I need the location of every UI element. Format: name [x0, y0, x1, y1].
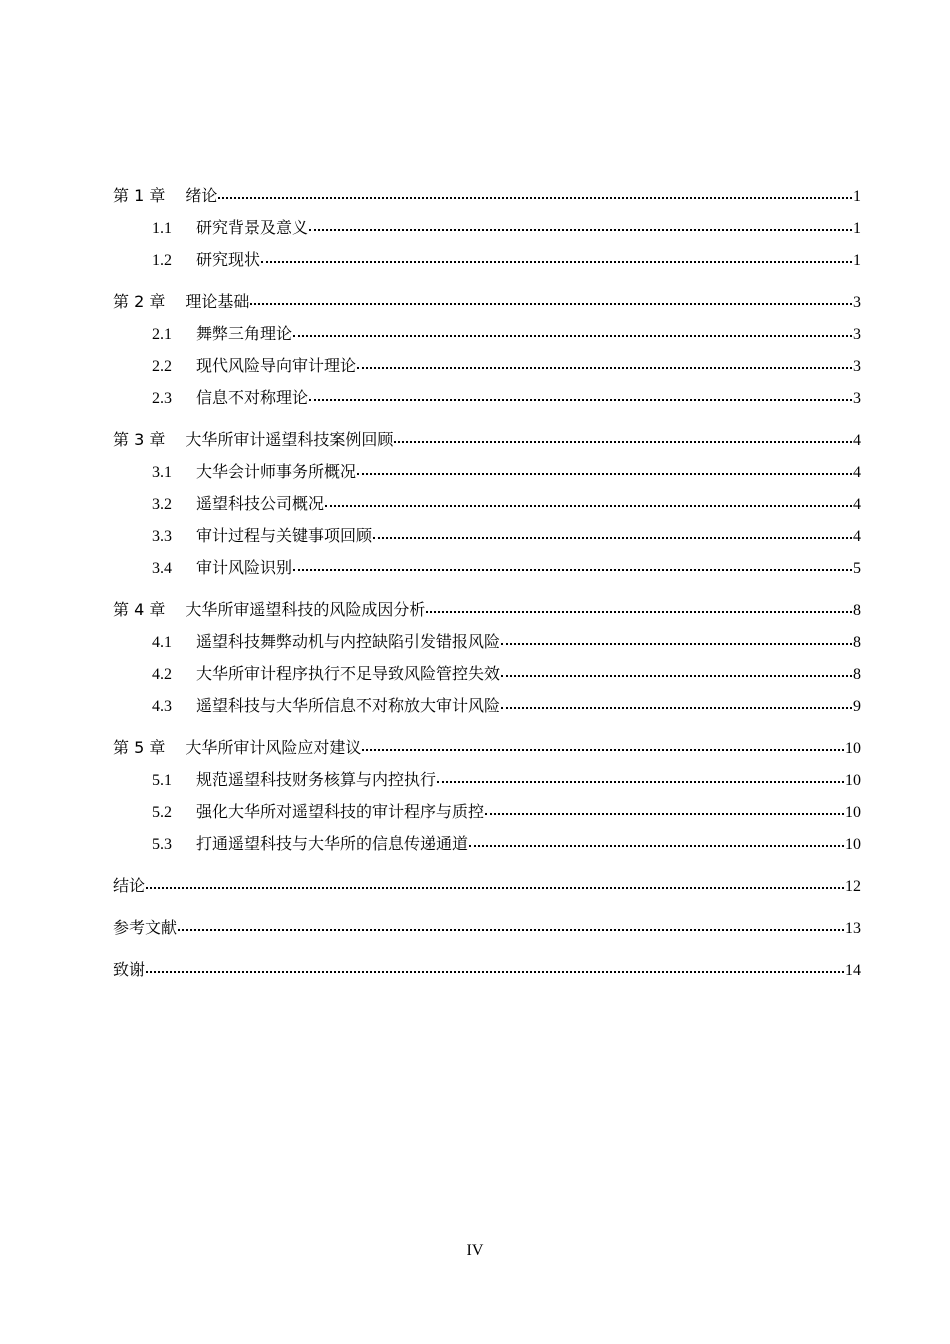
toc-entry-title: 信息不对称理论 [196, 388, 309, 407]
toc-entry-number: 4.3 [152, 698, 172, 715]
toc-dot-leader [437, 769, 844, 785]
toc-section-entry[interactable] [113, 244, 861, 276]
toc-entry-title: 大华会计师事务所概况 [196, 462, 357, 481]
toc-entry-title: 大华所审计遥望科技案例回顾 [185, 430, 394, 449]
toc-entry-page-number: 8 [853, 666, 861, 683]
toc-dot-leader [469, 833, 844, 849]
toc-entry-page-number: 13 [845, 920, 861, 937]
toc-entry-page-number: 4 [853, 464, 861, 481]
toc-entry-number: 5.2 [152, 804, 172, 821]
toc-section-entry[interactable] [113, 382, 861, 414]
toc-entry-title: 遥望科技公司概况 [196, 494, 325, 513]
toc-entry-page-number: 4 [853, 432, 861, 449]
toc-dot-leader [357, 461, 852, 477]
toc-entry-title: 审计过程与关键事项回顾 [196, 526, 373, 545]
toc-dot-leader [250, 291, 852, 307]
toc-dot-leader [501, 631, 852, 647]
toc-section-entry[interactable] [113, 456, 861, 488]
toc-dot-leader [178, 917, 844, 933]
toc-entry-title: 强化大华所对遥望科技的审计程序与质控 [196, 802, 485, 821]
toc-entry-page-number: 10 [845, 836, 861, 853]
toc-entry-number: 1.1 [152, 220, 172, 237]
toc-entry-page-number: 10 [845, 804, 861, 821]
toc-chapter-entry[interactable] [113, 180, 861, 212]
toc-entry-page-number: 3 [853, 358, 861, 375]
toc-entry-title: 致谢 [113, 960, 146, 979]
toc-entry-number: 3.2 [152, 496, 172, 513]
toc-entry-number: 2.2 [152, 358, 172, 375]
toc-section-entry[interactable] [113, 690, 861, 722]
toc-section-entry[interactable] [113, 520, 861, 552]
toc-entry-title: 规范遥望科技财务核算与内控执行 [196, 770, 437, 789]
toc-entry-page-number: 1 [853, 252, 861, 269]
toc-entry-number: 4.2 [152, 666, 172, 683]
toc-section-entry[interactable] [113, 552, 861, 584]
toc-entry-title: 大华所审计程序执行不足导致风险管控失效 [196, 664, 501, 683]
toc-dot-leader [293, 323, 852, 339]
toc-chapter-entry[interactable] [113, 912, 861, 944]
toc-dot-leader [293, 557, 852, 573]
toc-entry-page-number: 8 [853, 634, 861, 651]
toc-entry-number: 第 3 章 [113, 430, 166, 449]
toc-entry-title: 理论基础 [185, 292, 250, 311]
toc-chapter-entry[interactable] [113, 732, 861, 764]
toc-entry-page-number: 10 [845, 772, 861, 789]
toc-entry-title: 结论 [113, 876, 146, 895]
toc-chapter-entry[interactable] [113, 954, 861, 986]
toc-section-entry[interactable] [113, 488, 861, 520]
toc-dot-leader [357, 355, 852, 371]
toc-entry-page-number: 9 [853, 698, 861, 715]
toc-entry-page-number: 12 [845, 878, 861, 895]
toc-entry-title: 打通遥望科技与大华所的信息传递通道 [196, 834, 469, 853]
toc-entry-number: 第 5 章 [113, 738, 166, 757]
toc-entry-page-number: 1 [853, 220, 861, 237]
toc-dot-leader [218, 185, 852, 201]
toc-entry-number: 4.1 [152, 634, 172, 651]
table-of-contents [113, 180, 861, 986]
toc-entry-number: 2.1 [152, 326, 172, 343]
toc-entry-title: 审计风险识别 [196, 558, 293, 577]
toc-dot-leader [309, 387, 852, 403]
toc-entry-title: 遥望科技舞弊动机与内控缺陷引发错报风险 [196, 632, 501, 651]
toc-dot-leader [362, 737, 844, 753]
toc-entry-page-number: 8 [853, 602, 861, 619]
toc-entry-number: 3.3 [152, 528, 172, 545]
toc-section-entry[interactable] [113, 764, 861, 796]
toc-entry-number: 第 2 章 [113, 292, 166, 311]
toc-entry-title: 遥望科技与大华所信息不对称放大审计风险 [196, 696, 501, 715]
toc-entry-number: 第 4 章 [113, 600, 166, 619]
toc-entry-number: 2.3 [152, 390, 172, 407]
toc-entry-page-number: 3 [853, 294, 861, 311]
toc-entry-title: 大华所审遥望科技的风险成因分析 [185, 600, 426, 619]
toc-entry-title: 绪论 [185, 186, 218, 205]
toc-entry-number: 5.1 [152, 772, 172, 789]
toc-chapter-entry[interactable] [113, 594, 861, 626]
toc-entry-title: 研究现状 [196, 250, 261, 269]
toc-dot-leader [309, 217, 852, 233]
toc-section-entry[interactable] [113, 626, 861, 658]
toc-entry-number: 3.4 [152, 560, 172, 577]
toc-dot-leader [261, 249, 852, 265]
toc-entry-page-number: 3 [853, 390, 861, 407]
toc-entry-page-number: 14 [845, 962, 861, 979]
toc-entry-number: 5.3 [152, 836, 172, 853]
toc-section-entry[interactable] [113, 796, 861, 828]
toc-chapter-entry[interactable] [113, 870, 861, 902]
toc-dot-leader [501, 695, 852, 711]
toc-dot-leader [325, 493, 852, 509]
toc-entry-title: 现代风险导向审计理论 [196, 356, 357, 375]
toc-entry-title: 舞弊三角理论 [196, 324, 293, 343]
toc-dot-leader [501, 663, 852, 679]
toc-entry-page-number: 4 [853, 496, 861, 513]
toc-dot-leader [426, 599, 852, 615]
toc-section-entry[interactable] [113, 350, 861, 382]
toc-entry-number: 第 1 章 [113, 186, 166, 205]
toc-chapter-entry[interactable] [113, 424, 861, 456]
toc-entry-title: 研究背景及意义 [196, 218, 309, 237]
page-number-footer: IV [466, 1242, 484, 1259]
toc-entry-number: 1.2 [152, 252, 172, 269]
toc-section-entry[interactable] [113, 212, 861, 244]
toc-entry-page-number: 1 [853, 188, 861, 205]
toc-dot-leader [485, 801, 844, 817]
toc-entry-number: 3.1 [152, 464, 172, 481]
toc-dot-leader [146, 959, 844, 975]
toc-chapter-entry[interactable] [113, 286, 861, 318]
toc-entry-page-number: 5 [853, 560, 861, 577]
toc-section-entry[interactable] [113, 828, 861, 860]
toc-entry-title: 大华所审计风险应对建议 [185, 738, 362, 757]
toc-dot-leader [373, 525, 852, 541]
toc-section-entry[interactable] [113, 658, 861, 690]
toc-section-entry[interactable] [113, 318, 861, 350]
toc-entry-title: 参考文献 [113, 918, 178, 937]
toc-entry-page-number: 3 [853, 326, 861, 343]
toc-entry-page-number: 10 [845, 740, 861, 757]
toc-dot-leader [394, 429, 852, 445]
toc-entry-page-number: 4 [853, 528, 861, 545]
toc-dot-leader [146, 875, 844, 891]
